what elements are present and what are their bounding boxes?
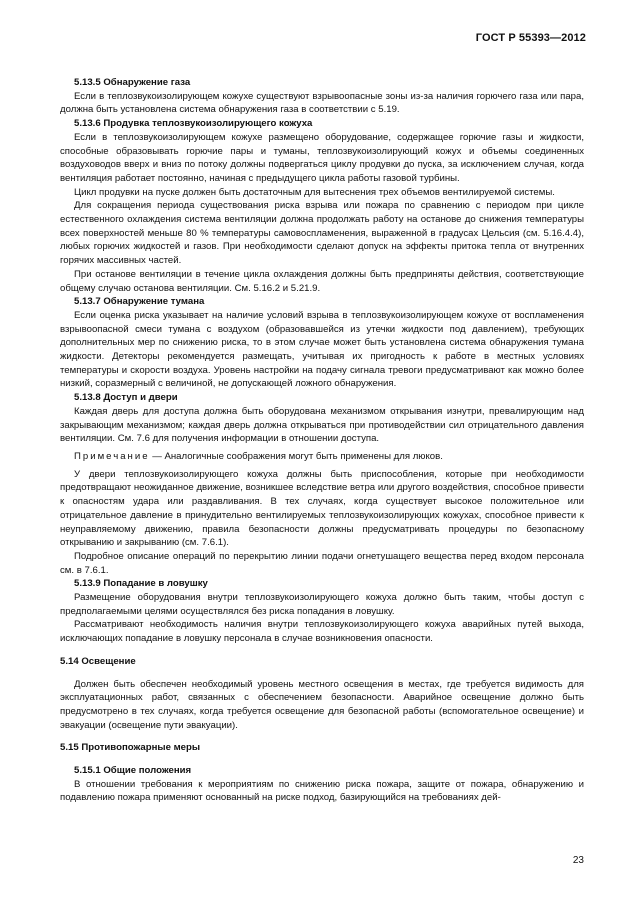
paragraph: Размещение оборудования внутри теплозвукоизолирующего кожуха должно быть таким, чтобы доступ с предполагаемыми целями осуществлялся без риска попадания в ловушку. bbox=[60, 592, 584, 617]
paragraph: При останове вентиляции в течение цикла охлаждения должны быть предприняты действия, соответствующие общему случаю останова вентиляции. См. 5.16.2 и 5.21.9. bbox=[60, 268, 584, 294]
note-label: Примечание bbox=[74, 450, 150, 462]
note bbox=[60, 450, 584, 464]
paragraph: Цикл продувки на пуске должен быть достаточным для вытеснения трех объемов вентилируемой системы. bbox=[74, 186, 555, 198]
heading-5-13-7: 5.13.7 Обнаружение тумана bbox=[74, 296, 205, 308]
paragraph: Рассматривают необходимость наличия внутри теплозвукоизолирующего кожуха аварийных путей выхода, исключающих попадание в ловушку персонала в случае возникновения опасности. bbox=[60, 619, 584, 645]
heading-5-15-1: 5.15.1 Общие положения bbox=[74, 765, 192, 777]
heading-5-13-9: 5.13.9 Попадание в ловушку bbox=[74, 578, 208, 590]
heading-5-13-8: 5.13.8 Доступ и двери bbox=[74, 392, 178, 404]
standard-designation: ГОСТ Р 55393—2012 bbox=[475, 32, 586, 44]
heading-5-14: 5.14 Освещение bbox=[60, 655, 136, 667]
document-body bbox=[60, 76, 584, 805]
paragraph: У двери теплозвукоизолирующего кожуха должны быть приспособления, которые при необходимости предотвращают неожиданное движение, возникшее вследствие ветра или другого воздействия, способное привести к опасностям удара или раздавливания. В тех случаях, когда существует высокое положительное или отрицательное давление в принудительно вентилируемых теплозвукоизолирующих кожухах, способное привести к неуправляемому движению, правила безопасности должны предусматривать процедуры по безопасному открыванию и закрыванию (см. 7.6.1). bbox=[60, 468, 584, 549]
paragraph: Если в теплозвукоизолирующем кожухе существуют взрывоопасные зоны из-за наличия горючего газа или пара, должна быть установлена система обнаружения газа в соответствии с 5.19. bbox=[60, 90, 584, 116]
note-text: — Аналогичные соображения могут быть применены для люков. bbox=[149, 450, 443, 462]
heading-5-13-6: 5.13.6 Продувка теплозвукоизолирующего кожуха bbox=[74, 118, 313, 130]
paragraph: Подробное описание операций по перекрытию линии подачи огнетушащего вещества перед входом персонала см. в 7.6.1. bbox=[60, 550, 584, 576]
paragraph: Если оценка риска указывает на наличие условий взрыва в теплозвукоизолирующем кожухе от воспламенения взрывоопасной смеси тумана с воздухом (образовавшейся из утечки жидкости под давлением), требующих дополнительных мер по снижению риска, то в этом случае может быть установлена система обнаружения тумана жидкости. Детекторы рекомендуется размещать, учитывая их пригодность к работе в местных условиях температуры и скорости воздуха. Уровень настройки на подачу сигнала тревоги предусматривают как можно более низкий, соразмерный с величиной, не допускающей ложного обнаружения. bbox=[60, 309, 584, 390]
heading-5-13-5: 5.13.5 Обнаружение газа bbox=[74, 77, 191, 88]
paragraph: Должен быть обеспечен необходимый уровень местного освещения в местах, где требуется видимость для эксплуатационных работ, связанных с обеспечением безопасности. Аварийное освещение должно быть предусмотрено в тех случаях, когда требуется освещение для безопасной работы (вспомогательное освещение) и эвакуации (освещение пути эвакуации). bbox=[60, 678, 584, 731]
page-number: 23 bbox=[572, 855, 584, 866]
paragraph: В отношении требования к мероприятиям по снижению риска пожара, защите от пожара, обнаружению и подавлению пожара применяют основанный на риске подход, базирующийся на требованиях дей- bbox=[60, 778, 584, 804]
paragraph: Каждая дверь для доступа должна быть оборудована механизмом открывания изнутри, превалирующим над закрывающим механизмом; каждая дверь должна открываться при противодействии сил отрицательного давления вентиляции. См. 7.6 для получения информации в отношении доступа. bbox=[60, 405, 584, 445]
heading-5-15: 5.15 Противопожарные меры bbox=[60, 742, 201, 754]
paragraph: Для сокращения периода существования риска взрыва или пожара по сравнению с периодом при цикле естественного охлаждения система вентиляции должна продолжать работу на останове до снижения температуры всех поверхностей меньше 80 % температуры самовоспламенения, выраженной в градусах Цельсия (см. 5.16.4.4), любых горючих жидкостей и газов. При необходимости сделают допуск на эффекты притока тепла от внутренних горячих массивных частей. bbox=[60, 200, 584, 267]
paragraph: Если в теплозвукоизолирующем кожухе размещено оборудование, содержащее горючие газы и жидкости, способные образовывать горючие пары и туманы, теплозвукоизолирующий кожух и объемы соединенных воздуховодов вверх и вниз по потоку должны подвергаться циклу продувки до пуска, за исключением случая, когда вентиляция работает постоянно, начиная с предыдущего цикла работы газовой турбины. bbox=[60, 131, 584, 184]
